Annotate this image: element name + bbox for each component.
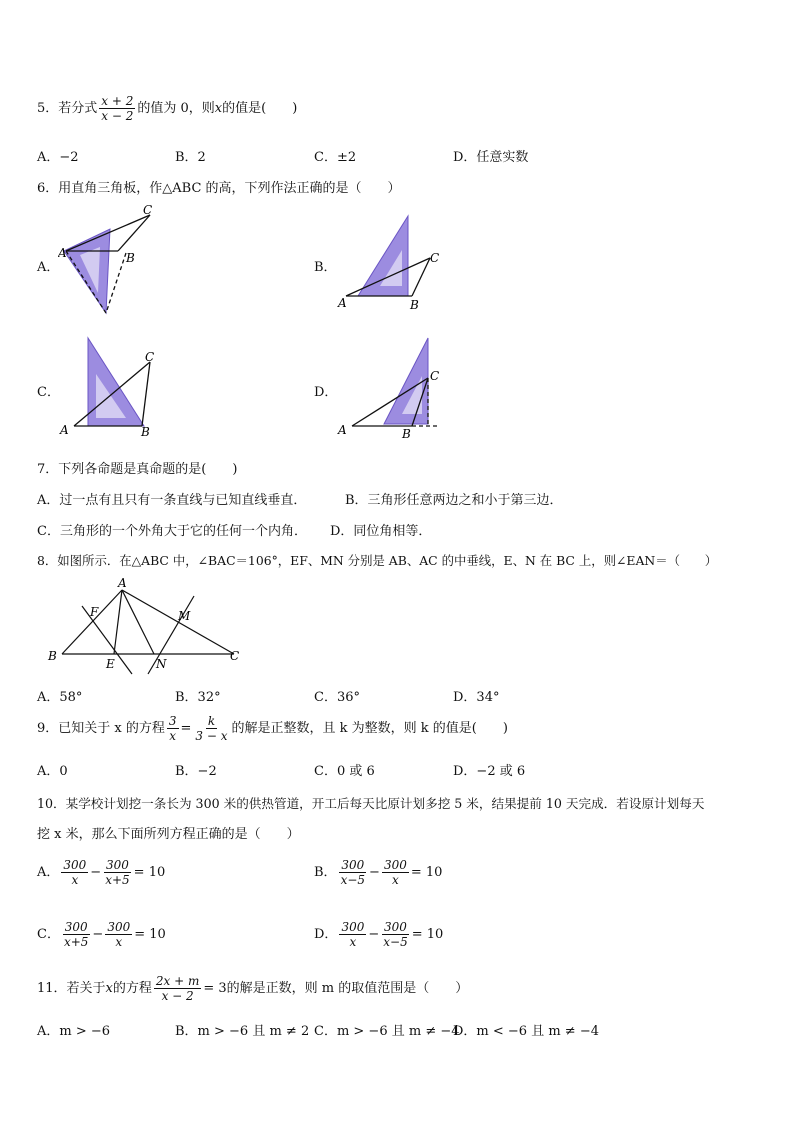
q10-stem-line2: 挖 x 米，那么下面所列方程正确的是（ ） bbox=[37, 827, 300, 842]
pt-b: B bbox=[126, 251, 135, 265]
frac: $\frac{300}{x}$ bbox=[341, 920, 365, 949]
height-a-2 bbox=[106, 253, 126, 313]
q9-option-c[interactable]: C．0 或 6 bbox=[314, 764, 375, 779]
pt-b: B bbox=[48, 649, 57, 663]
q6-option-b-label[interactable]: B． bbox=[314, 260, 337, 275]
pt-b: B bbox=[410, 298, 419, 312]
q7-option-d[interactable]: D．同位角相等． bbox=[330, 524, 432, 539]
q11-option-c[interactable]: C．m > −6 且 m ≠ −4 bbox=[314, 1024, 460, 1039]
q6-option-a-label[interactable]: A． bbox=[37, 260, 60, 275]
pt-b: B bbox=[402, 427, 411, 441]
q9-stem: 9．已知关于 x 的方程 $\frac{3}{x}$ = $\frac{k}{3 - x}$ 的解是正整数，且 k 为整数，则 k 的值是( ) bbox=[37, 714, 508, 743]
frac: $\frac{300}{x}$ bbox=[63, 858, 87, 887]
q7-option-c[interactable]: C．三角形的一个外角大于它的任何一个内角． bbox=[37, 524, 307, 539]
frac: $\frac{300}{x-5}$ bbox=[340, 858, 366, 887]
pt-b: B bbox=[141, 425, 150, 439]
q6-figure-d bbox=[336, 334, 446, 442]
edge-ab bbox=[62, 590, 122, 654]
q11-option-a[interactable]: A．m > −6 bbox=[37, 1024, 111, 1039]
q5-option-d[interactable]: D．任意实数 bbox=[453, 150, 529, 165]
q7-option-b[interactable]: B．三角形任意两边之和小于第三边． bbox=[345, 493, 563, 508]
q5-fraction: $\frac{x + 2}{x - 2}$ bbox=[101, 94, 134, 123]
frac: $\frac{300}{x+5}$ bbox=[105, 858, 130, 887]
pt-e: E bbox=[106, 657, 115, 671]
q6-stem: 6．用直角三角板，作△ABC 的高，下列作法正确的是（ ） bbox=[37, 181, 401, 196]
q6-figure-b bbox=[336, 210, 446, 312]
frac: $\frac{300}{x-5}$ bbox=[383, 920, 408, 949]
q6-figure-c bbox=[58, 334, 163, 442]
pt-c: C bbox=[143, 203, 153, 217]
pt-c: C bbox=[230, 649, 240, 663]
q5-option-a[interactable]: A．−2 bbox=[37, 150, 79, 165]
q8-option-b[interactable]: B．32° bbox=[175, 690, 221, 705]
q8-option-c[interactable]: C．36° bbox=[314, 690, 360, 705]
pt-n: N bbox=[156, 657, 167, 671]
frac: $\frac{300}{x+5}$ bbox=[63, 920, 89, 949]
pt-c: C bbox=[145, 350, 155, 364]
q6-option-c-label[interactable]: C． bbox=[37, 385, 60, 400]
q10-option-a[interactable]: A． $\frac{300}{x}$ − $\frac{300}{x+5}$ = 10 bbox=[37, 858, 166, 887]
q6-option-d-label[interactable]: D． bbox=[314, 385, 338, 400]
segment-ae bbox=[114, 590, 122, 654]
q7-option-a[interactable]: A．过一点有且只有一条直线与已知直线垂直． bbox=[37, 493, 307, 508]
pt-c: C bbox=[430, 251, 440, 265]
pt-m: M bbox=[178, 609, 191, 623]
q9-option-d[interactable]: D．−2 或 6 bbox=[453, 764, 526, 779]
bisector-mn bbox=[148, 596, 194, 674]
q5-option-b[interactable]: B．2 bbox=[175, 150, 206, 165]
q11-fraction: $\frac{2x + m}{x - 2}$ bbox=[155, 974, 200, 1003]
pt-f: F bbox=[90, 605, 99, 619]
q11-option-b[interactable]: B．m > −6 且 m ≠ 2 bbox=[175, 1024, 310, 1039]
q8-figure bbox=[44, 576, 244, 676]
q5-stem: 5．若分式 $\frac{x + 2}{x - 2}$ 的值为 0，则x的值是( ) bbox=[37, 94, 298, 123]
edge-bc-c bbox=[142, 362, 150, 426]
q9-fraction-1: $\frac{3}{x}$ bbox=[168, 714, 177, 743]
q11-stem: 11．若关于x的方程 $\frac{2x + m}{x - 2}$ = 3的解是正数，则 m 的取值范围是（ ） bbox=[37, 974, 469, 1003]
q11-option-d[interactable]: D．m < −6 且 m ≠ −4 bbox=[453, 1024, 599, 1039]
q10-option-c[interactable]: C． $\frac{300}{x+5}$ − $\frac{300}{x}$ = 10 bbox=[37, 920, 166, 949]
frac: $\frac{300}{x}$ bbox=[383, 858, 407, 887]
edge-bc-a bbox=[118, 215, 150, 251]
pt-a: A bbox=[338, 423, 347, 437]
q8-stem: 8．如图所示．在△ABC 中，∠BAC＝106°，EF、MN 分别是 AB、AC 的中垂线，E、N 在 BC 上，则∠EAN＝（ ） bbox=[37, 553, 718, 568]
pt-a: A bbox=[118, 576, 127, 590]
q8-option-a[interactable]: A．58° bbox=[37, 690, 83, 705]
pt-a: A bbox=[58, 246, 67, 260]
pt-c: C bbox=[430, 369, 440, 383]
q9-option-a[interactable]: A．0 bbox=[37, 764, 68, 779]
pt-a: A bbox=[338, 296, 347, 310]
q9-fraction-2: $\frac{k}{3 - x}$ bbox=[195, 714, 228, 743]
pt-a: A bbox=[60, 423, 69, 437]
q10-option-b[interactable]: B． $\frac{300}{x-5}$ − $\frac{300}{x}$ = 10 bbox=[314, 858, 443, 887]
q7-stem: 7．下列各命题是真命题的是( ) bbox=[37, 462, 238, 477]
q6-figure-a bbox=[58, 203, 163, 318]
frac: $\frac{300}{x}$ bbox=[107, 920, 131, 949]
q10-stem-line1: 10．某学校计划挖一条长为 300 米的供热管道，开工后每天比原计划多挖 5 米，结果提前 10 天完成．若设原计划每天 bbox=[37, 796, 705, 811]
q5-option-c[interactable]: C．±2 bbox=[314, 150, 357, 165]
q8-option-d[interactable]: D．34° bbox=[453, 690, 500, 705]
q10-option-d[interactable]: D． $\frac{300}{x}$ − $\frac{300}{x-5}$ = 10 bbox=[314, 920, 444, 949]
q9-option-b[interactable]: B．−2 bbox=[175, 764, 217, 779]
edge-bc-b bbox=[412, 258, 430, 296]
